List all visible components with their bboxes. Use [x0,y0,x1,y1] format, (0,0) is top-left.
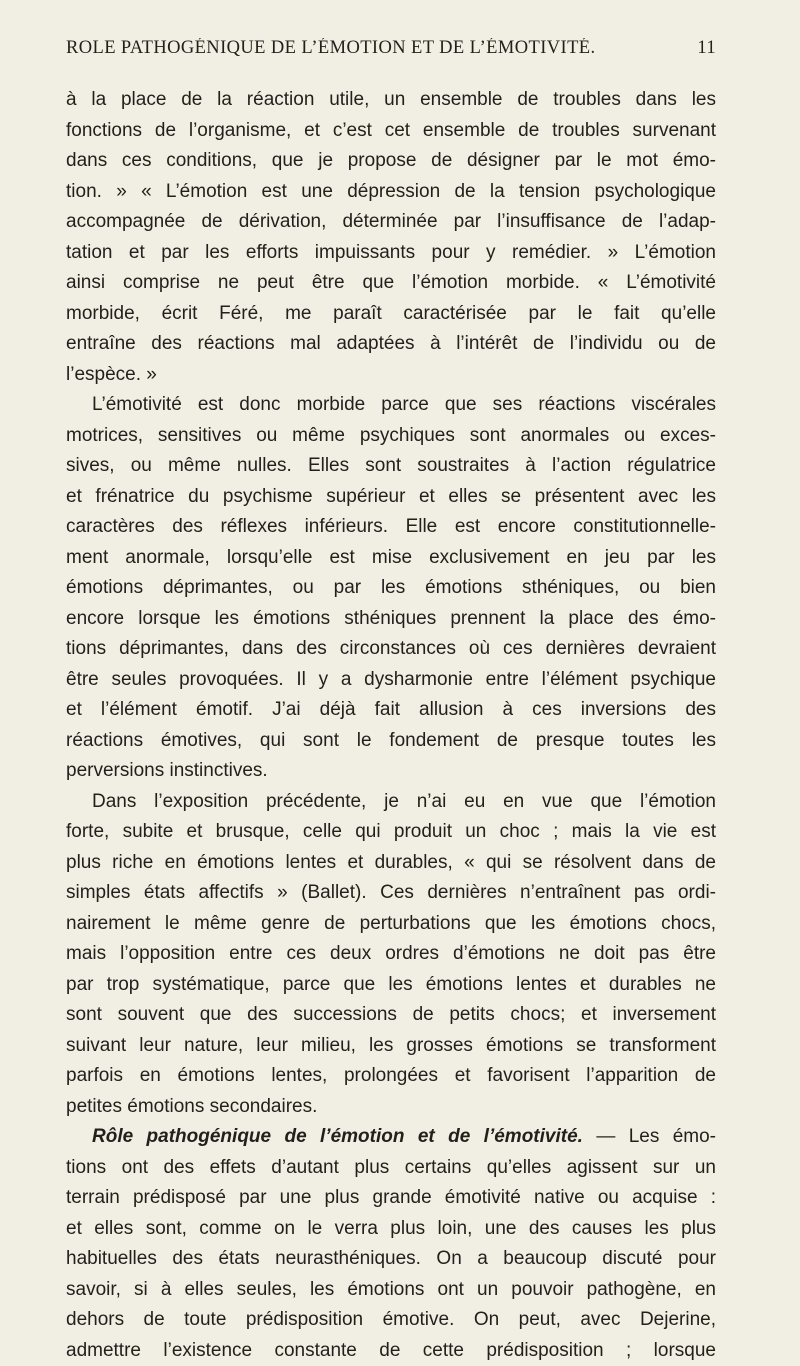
paragraph-1 [66,85,716,390]
page-number: 11 [697,38,716,59]
section-opening-line [66,1122,716,1153]
paragraph-2 [66,390,716,787]
text-line: ainsi comprise ne peut être que l’émotion morbide. « L’émotivité [66,268,716,299]
text-line: mais l’opposition entre ces deux ordres d’émotions ne doit pas être [66,939,716,970]
text-line: réactions émotives, qui sont le fondement de presque toutes les [66,726,716,757]
text-line: forte, subite et brusque, celle qui produit un choc ; mais la vie est [66,817,716,848]
text-line: et frénatrice du psychisme supérieur et elles se présentent avec les [66,482,716,513]
text-line: tion. » « L’émotion est une dépression de la tension psychologique [66,177,716,208]
text-line: plus riche en émotions lentes et durables, « qui se résolvent dans de [66,848,716,879]
text-line: dans ces conditions, que je propose de désigner par le mot émo- [66,146,716,177]
text-line: L’émotivité est donc morbide parce que ses réactions viscérales [66,390,716,421]
text-line: petites émotions secondaires. [66,1092,716,1123]
running-title: ROLE PATHOGÉNIQUE DE L’ÉMOTION ET DE L’ÉMOTIVITÉ. [66,38,596,59]
text-line: morbide, écrit Féré, me paraît caractérisée par le fait qu’elle [66,299,716,330]
running-head [66,38,716,68]
text-line: l’espèce. » [66,360,716,391]
text-line: et l’élément émotif. J’ai déjà fait allusion à ces inversions des [66,695,716,726]
text-line: terrain prédisposé par une plus grande émotivité native ou acquise : [66,1183,716,1214]
text-line: caractères des réflexes inférieurs. Elle est encore constitutionnelle- [66,512,716,543]
text-line: sont souvent que des successions de petits chocs; et inversement [66,1000,716,1031]
text-line: entraîne des réactions mal adaptées à l’intérêt de l’individu ou de [66,329,716,360]
text-line: savoir, si à elles seules, les émotions ont un pouvoir pathogène, en [66,1275,716,1306]
text-line: accompagnée de dérivation, déterminée par l’insuffisance de l’adap- [66,207,716,238]
text-line: dehors de toute prédisposition émotive. On peut, avec Dejerine, [66,1305,716,1336]
text-line: encore lorsque les émotions sthéniques prennent la place des émo- [66,604,716,635]
section-subheading: Rôle pathogénique de l’émotion et de l’émotivité. [92,1126,583,1147]
text-line: et elles sont, comme on le verra plus loin, une des causes les plus [66,1214,716,1245]
text-line: suivant leur nature, leur milieu, les grosses émotions se transforment [66,1031,716,1062]
text-line: parfois en émotions lentes, prolongées et favorisent l’apparition de [66,1061,716,1092]
text-line: être seules provoquées. Il y a dysharmonie entre l’élément psychique [66,665,716,696]
text-line: à la place de la réaction utile, un ensemble de troubles dans les [66,85,716,116]
text-fragment: — Les émo- [583,1126,716,1147]
text-line: Dans l’exposition précédente, je n’ai eu en vue que l’émotion [66,787,716,818]
text-line: habituelles des états neurasthéniques. On a beaucoup discuté pour [66,1244,716,1275]
paragraph-4 [66,1122,716,1366]
text-line: admettre l’existence constante de cette prédisposition ; lorsque [66,1336,716,1366]
text-line: perversions instinctives. [66,756,716,787]
text-line: tions ont des effets d’autant plus certains qu’elles agissent sur un [66,1153,716,1184]
text-line: ment anormale, lorsqu’elle est mise exclusivement en jeu par les [66,543,716,574]
text-line: motrices, sensitives ou même psychiques sont anormales ou exces- [66,421,716,452]
text-line: simples états affectifs » (Ballet). Ces dernières n’entraînent pas ordi- [66,878,716,909]
text-line: nairement le même genre de perturbations que les émotions chocs, [66,909,716,940]
text-line: par trop systématique, parce que les émotions lentes et durables ne [66,970,716,1001]
paragraph-3 [66,787,716,1123]
body-text [66,85,716,1366]
text-line: tions déprimantes, dans des circonstances où ces dernières devraient [66,634,716,665]
text-line: tation et par les efforts impuissants pour y remédier. » L’émotion [66,238,716,269]
text-line: émotions déprimantes, ou par les émotions sthéniques, ou bien [66,573,716,604]
text-line: sives, ou même nulles. Elles sont soustraites à l’action régulatrice [66,451,716,482]
text-line: fonctions de l’organisme, et c’est cet ensemble de troubles survenant [66,116,716,147]
